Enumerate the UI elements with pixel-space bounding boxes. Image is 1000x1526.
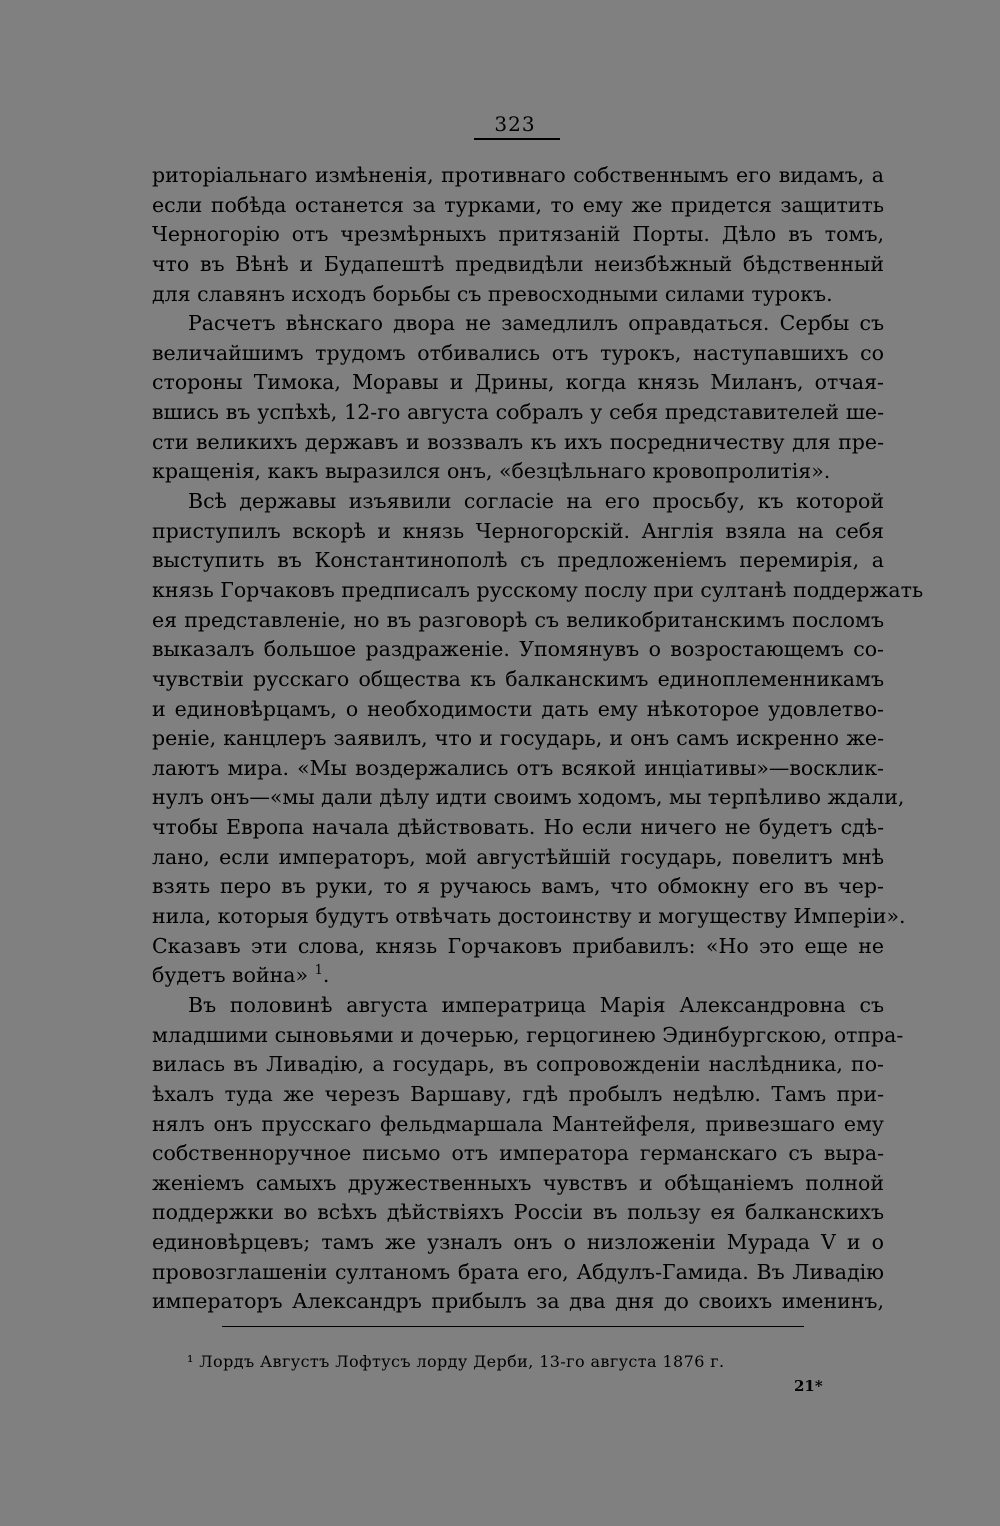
text-line-content: для славянъ исходъ борьбы съ превосходными силами турокъ. [152, 281, 833, 306]
text-line-content: приступилъ вскорѣ и князь Черногорскій. Англія взяла на себя [152, 518, 884, 543]
page-number-underline [474, 138, 560, 140]
text-line-content: что въ Вѣнѣ и Будапештѣ предвидѣли неизбѣжный бѣдственный [152, 251, 884, 276]
text-line [152, 1110, 884, 1140]
text-line [152, 724, 884, 754]
text-line [152, 902, 906, 932]
text-line [152, 635, 884, 665]
text-line-content: риторіальнаго измѣненія, противнаго собственнымъ его видамъ, а [152, 163, 884, 187]
text-line-content: императоръ Александръ прибылъ за два дня до своихъ именинъ, [152, 1289, 884, 1314]
text-line [152, 220, 884, 250]
text-line-content: стороны Тимока, Моравы и Дрины, когда князь Миланъ, отчая- [152, 370, 884, 395]
text-line [152, 606, 884, 636]
text-line-content: выказалъ большое раздраженіе. Упомянувъ о возростающемъ со- [152, 637, 884, 662]
text-line [152, 339, 884, 369]
text-line-content: младшими сыновьями и дочерью, герцогинею Эдинбургскою, отпра- [152, 1022, 904, 1047]
text-line [152, 517, 884, 547]
text-line-content: ѣхалъ туда же черезъ Варшаву, гдѣ пробылъ недѣлю. Тамъ при- [152, 1081, 884, 1106]
text-line [152, 487, 884, 517]
text-line-content: Сказавъ эти слова, князь Горчаковъ прибавилъ: «Но это еще не [152, 933, 884, 958]
text-line [152, 1050, 884, 1080]
text-line-content: вшись въ успѣхѣ, 12-го августа собралъ у себя представителей ше- [152, 400, 884, 425]
text-line-content: Расчетъ вѣнскаго двора не замедлилъ оправдаться. Сербы съ [188, 311, 884, 336]
text-line-content: будетъ война» [152, 963, 309, 988]
text-line-content: ея представленіе, но въ разговорѣ съ великобританскимъ посломъ [152, 607, 884, 632]
text-line-content: провозглашеніи султаномъ брата его, Абдулъ-Гамида. Въ Ливадію [152, 1259, 884, 1284]
text-line [152, 754, 884, 784]
text-line-content: взять перо въ руки, то я ручаюсь вамъ, что обмокну его въ чер- [152, 874, 884, 899]
text-line [152, 695, 884, 725]
text-line [152, 1139, 884, 1169]
text-line [152, 783, 905, 813]
text-line [152, 428, 884, 458]
text-line [152, 961, 884, 991]
text-line [152, 1080, 884, 1110]
text-line-content: лано, если императоръ, мой августѣйшій государь, повелитъ мнѣ [152, 844, 884, 869]
text-line [152, 843, 884, 873]
text-line [152, 546, 884, 576]
page-number: 323 [494, 112, 536, 136]
text-line [152, 576, 924, 606]
text-line [152, 250, 884, 280]
text-line-punctuation: . [322, 963, 330, 988]
footnote-separator [222, 1326, 804, 1327]
text-line [152, 191, 884, 221]
text-line [152, 1198, 884, 1228]
text-line-content: нулъ онъ—«мы дали дѣлу идти своимъ ходомъ, мы терпѣливо ждали, [152, 785, 905, 810]
text-line [152, 872, 884, 902]
text-line [152, 280, 884, 310]
text-line-content: величайшимъ трудомъ отбивались отъ турокъ, наступавшихъ со [152, 340, 884, 365]
text-line-content: Всѣ державы изъявили согласіе на его просьбу, къ которой [188, 489, 884, 514]
text-line-content: нила, которыя будутъ отвѣчать достоинству и могуществу Имперіи». [152, 904, 906, 929]
text-line-content: единовѣрцевъ; тамъ же узналъ онъ о низложеніи Мурада V и о [152, 1230, 884, 1255]
text-line-content: нялъ онъ прусскаго фельдмаршала Мантейфеля, привезшаго ему [152, 1111, 884, 1136]
text-line [152, 1021, 904, 1051]
text-line-content: сти великихъ державъ и воззвалъ къ ихъ посредничеству для пре- [152, 429, 884, 454]
body-text [152, 161, 924, 1317]
text-line-content: кращенія, какъ выразился онъ, «безцѣльнаго кровопролитія». [152, 459, 831, 484]
text-line [152, 457, 884, 487]
text-line-content: вилась въ Ливадію, а государь, въ сопровожденіи наслѣдника, по- [152, 1052, 884, 1077]
text-line-content: чувствіи русскаго общества къ балканскимъ единоплеменникамъ [152, 666, 884, 691]
text-line-content: собственноручное письмо отъ императора германскаго съ выра- [152, 1141, 884, 1166]
footnote-reference: 1 [314, 963, 323, 979]
text-line [152, 161, 884, 191]
text-line [152, 368, 884, 398]
text-line [152, 1228, 884, 1258]
text-line-content: реніе, канцлеръ заявилъ, что и государь, и онъ самъ искренно же- [152, 726, 884, 751]
text-line-content: чтобы Европа начала дѣйствовать. Но если ничего не будетъ сдѣ- [152, 815, 884, 840]
text-line [152, 1169, 884, 1199]
text-line-content: выступить въ Константинополѣ съ предложеніемъ перемирія, а [152, 548, 884, 573]
text-line [152, 991, 884, 1021]
text-line [152, 1287, 884, 1317]
text-line-content: и единовѣрцамъ, о необходимости дать ему нѣкоторое удовлетво- [152, 696, 884, 721]
text-line-content: женіемъ самыхъ дружественныхъ чувствъ и обѣщаніемъ полной [152, 1170, 884, 1195]
text-line-content: поддержки во всѣхъ дѣйствіяхъ Россіи въ пользу ея балканскихъ [152, 1200, 884, 1225]
text-line [152, 813, 884, 843]
text-line [152, 665, 884, 695]
text-line [152, 1258, 884, 1288]
text-line-content: Въ половинѣ августа императрица Марія Александровна съ [188, 992, 884, 1017]
text-line-content: если побѣда останется за турками, то ему же придется защитить [152, 192, 884, 217]
footnote: ¹ Лордъ Августъ Лофтусъ лорду Дерби, 13-го августа 1876 г. [187, 1352, 725, 1371]
text-line [152, 398, 884, 428]
text-line-content: Черногорію отъ чрезмѣрныхъ притязаній Порты. Дѣло въ томъ, [152, 222, 884, 247]
text-line-content: лаютъ мира. «Мы воздержались отъ всякой инціативы»—восклик- [152, 755, 884, 780]
text-line [152, 932, 884, 962]
text-line [152, 309, 884, 339]
signature-mark: 21* [794, 1377, 823, 1395]
text-line-content: князь Горчаковъ предписалъ русскому послу при султанѣ поддержать [152, 577, 924, 602]
